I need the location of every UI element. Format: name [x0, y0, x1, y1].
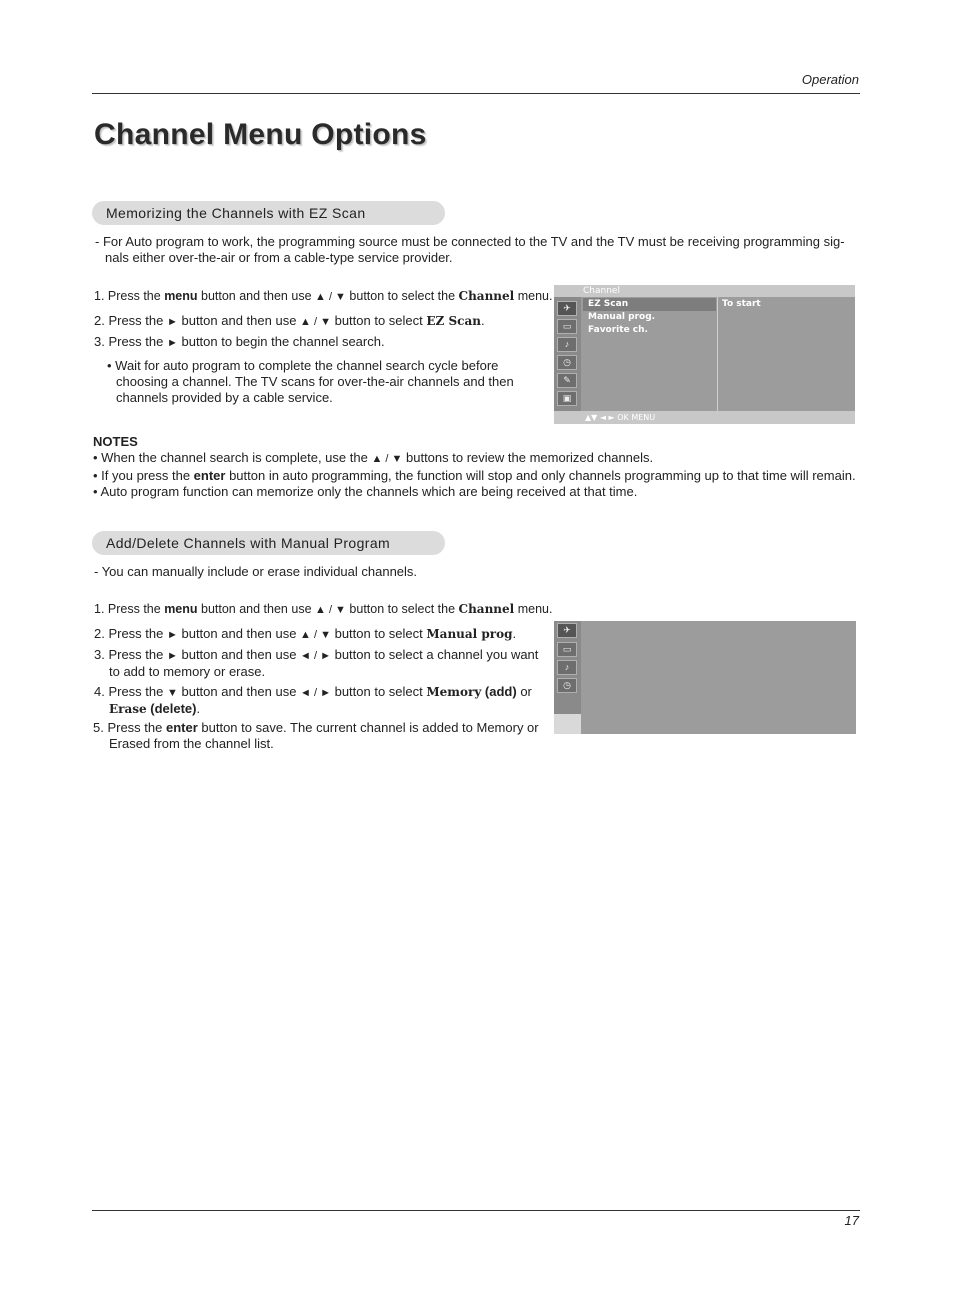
- notes-heading: NOTES: [93, 434, 138, 449]
- osd-item-ez-scan: EZ Scan: [583, 298, 716, 311]
- ez-scan-bullet: • Wait for auto program to complete the channel search cycle before choosing a channel. The TV scans for over-the-air channels and then channels provided by a cable service.: [107, 358, 514, 405]
- osd-title: Channel: [583, 286, 620, 296]
- manual-program-osd: [554, 621, 856, 734]
- notes-list: [93, 450, 856, 500]
- section-heading-manual-program: Add/Delete Channels with Manual Program: [92, 531, 445, 555]
- osd-divider: [717, 297, 718, 411]
- ez-scan-step-2: 2. Press the ► button and then use ▲ / ▼ button to select EZ Scan.: [94, 313, 485, 328]
- setup-icon: ✎: [557, 373, 577, 388]
- osd-item-favorite-ch: Favorite ch.: [588, 325, 648, 335]
- osd-item-manual-prog: Manual prog.: [588, 312, 656, 322]
- note-1: • When the channel search is complete, use the ▲ / ▼ buttons to review the memorized channels.: [93, 450, 654, 465]
- manual-step-2: 2. Press the ► button and then use ▲ / ▼ button to select Manual prog.: [94, 626, 517, 641]
- time-icon: ◷: [557, 355, 577, 370]
- header-rule: [92, 93, 860, 94]
- osd-footer: [554, 411, 855, 424]
- osd2-blank-area: [554, 714, 581, 734]
- osd2-icon-column: [554, 621, 581, 734]
- page-number: 17: [844, 1213, 859, 1228]
- channel-menu-osd: [554, 285, 855, 424]
- time-icon: ◷: [557, 678, 577, 693]
- footer-rule: [92, 1210, 860, 1211]
- note-3: • Auto program function can memorize only the channels which are being received at that time.: [93, 484, 638, 499]
- osd-submenu-text: To start: [722, 299, 761, 309]
- manual-step-4: 4. Press the ▼ button and then use ◄ / ► button to select Memory (add) or Erase (delete).: [94, 684, 532, 716]
- header-section-label: Operation: [801, 72, 859, 87]
- picture-icon: ▭: [557, 319, 577, 334]
- ez-scan-intro: - For Auto program to work, the programming source must be connected to the TV and the TV must be receiving programming sig- nals either over-the-air or from a cable-type service provider.: [95, 234, 845, 265]
- note-2: • If you press the enter button in auto programming, the function will stop and only channels programming up to that time will remain.: [93, 468, 856, 483]
- picture-icon: ▭: [557, 642, 577, 657]
- ez-scan-step-1: 1. Press the menu button and then use ▲ / ▼ button to select the Channel menu.: [94, 289, 553, 303]
- antenna-icon: ✈: [557, 301, 577, 316]
- sound-icon: ♪: [557, 337, 577, 352]
- ez-scan-step-3: 3. Press the ► button to begin the channel search.: [94, 334, 385, 349]
- section-heading-ez-scan: Memorizing the Channels with EZ Scan: [92, 201, 445, 225]
- osd-menu-list: [583, 297, 716, 411]
- antenna-icon: ✈: [557, 623, 577, 638]
- lock-icon: ▣: [557, 391, 577, 406]
- page-title: Channel Menu Options: [94, 118, 427, 151]
- osd-titlebar: [554, 285, 855, 297]
- manual-step-1: 1. Press the menu button and then use ▲ / ▼ button to select the Channel menu.: [94, 602, 553, 616]
- manual-step-5: 5. Press the enter button to save. The current channel is added to Memory or Erased from the channel list.: [93, 720, 539, 751]
- manual-program-intro: - You can manually include or erase individual channels.: [94, 564, 418, 579]
- manual-step-3: 3. Press the ► button and then use ◄ / ► button to select a channel you want to add to memory or erase.: [94, 647, 539, 679]
- sound-icon: ♪: [557, 660, 577, 675]
- osd-icon-column: [554, 297, 581, 411]
- osd-navigation-hint: ▲▼ ◄ ► OK MENU: [585, 413, 656, 422]
